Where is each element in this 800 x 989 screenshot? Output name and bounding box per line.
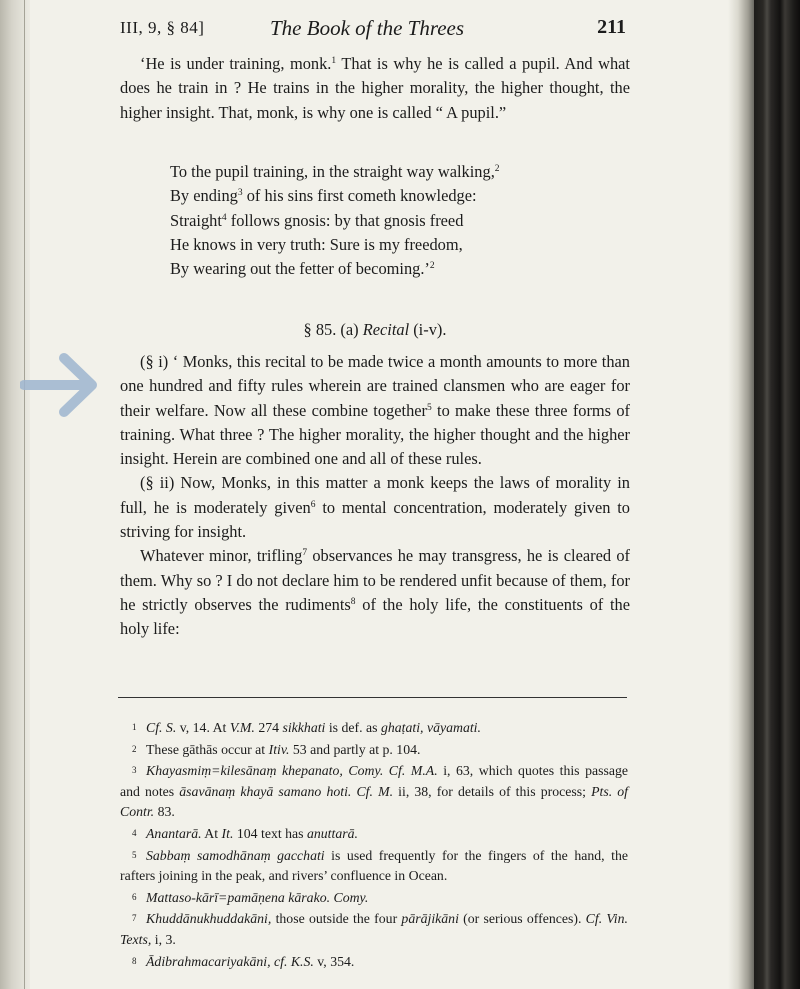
text: (§ ii) Now, Monks, in this matter a monk keeps the laws of morality in full, he is moderately given (120, 473, 630, 517)
text: 104 text has (233, 825, 307, 841)
text: ghaṭati, vāyamati. (380, 720, 481, 735)
text: V.M. (229, 720, 255, 735)
footnote-ref: 2 (429, 261, 435, 272)
text: observances he may transgress, he is cleared of them. Why so ? I do not declare him to be rendered unfit because of them, for he strictly observes the rudiments (120, 546, 630, 614)
text: to make these three forms of training. What three ? The higher morality, the higher thought and the higher insight. Herein are combined one and all of these rules. (120, 400, 630, 469)
text: to mental concentration, moderately given to striving for insight. (120, 497, 631, 542)
text: Khuddānukhuddakāni, (146, 911, 272, 927)
footnote-number: 2 (132, 743, 137, 754)
paragraph-recital (120, 350, 630, 471)
footnote-number: 6 (132, 891, 137, 902)
footnote-8 (120, 951, 628, 973)
text: of the holy life, the constituents of the holy life: (120, 594, 630, 639)
text: Itiv. (268, 741, 290, 757)
text: ii, 38, for details of this process; (393, 783, 592, 799)
text: By ending (170, 186, 238, 206)
text: āsavānaṃ khayā samano hoti. Cf. M. (179, 783, 394, 799)
text: Pts. of Contr. (120, 783, 628, 820)
text: ‘He is under training, monk. (140, 54, 332, 73)
footnote-ref: 2 (494, 164, 500, 174)
text: Cf. S. (146, 720, 177, 735)
footnote-1 (120, 717, 628, 739)
arrow-right-icon (20, 350, 102, 420)
text: v, 354. (313, 953, 355, 969)
paragraph-pupil (120, 52, 630, 125)
text: (or serious offences). (458, 911, 586, 927)
footnote-6 (120, 887, 628, 909)
footnote-number: 8 (132, 955, 137, 966)
text: Sabbaṃ samodhānaṃ gacchati (146, 847, 325, 863)
book-edge (754, 0, 800, 989)
text: sikkhati (282, 720, 326, 735)
text: It. (221, 825, 234, 841)
text: 53 and partly at p. 104. (289, 741, 421, 757)
text: Straight (170, 210, 222, 230)
section-range: (i-v). (409, 320, 447, 339)
footnote-ref: 8 (350, 596, 356, 607)
paragraph-minor (120, 544, 630, 641)
verse-line: He knows in very truth: Sure is my freedom, (170, 234, 463, 254)
text: i, 63, which quotes this passage and notes (120, 763, 628, 799)
footnote-3 (120, 760, 628, 823)
section-name: Recital (362, 320, 410, 339)
text: 83. (154, 804, 175, 820)
text: These gāthās occur at (146, 741, 269, 757)
section-reference: III, 9, § 84] (120, 18, 205, 37)
verse-line (170, 257, 500, 281)
footnote-ref: 7 (302, 548, 308, 559)
text: Ādibrahmacariyakāni, cf. K.S. (146, 953, 314, 969)
footnote-number: 7 (132, 913, 137, 924)
text: anuttarā. (306, 825, 358, 841)
running-header (120, 16, 626, 42)
text: of his sins first cometh knowledge: (242, 186, 477, 206)
footnotes (120, 717, 628, 972)
text: Cf. Vin. Texts, (120, 911, 628, 947)
footnote-number: 5 (132, 849, 137, 860)
footnote-2 (120, 739, 628, 761)
text: 274 (254, 720, 283, 735)
paragraph-moral (120, 471, 630, 544)
text: Khayasmiṃ=kilesānaṃ khepanato, Comy. Cf. M.A. (146, 763, 438, 779)
footnote-number: 4 (132, 827, 137, 838)
page-gutter (0, 0, 30, 989)
section-number: § 85. (a) (303, 320, 363, 339)
verse-line (170, 184, 500, 208)
footnote-ref: 6 (310, 499, 316, 510)
footnote-7 (120, 908, 628, 950)
gutter-line (24, 0, 25, 989)
footnote-rule (118, 697, 627, 698)
book-title: The Book of the Threes (270, 16, 465, 40)
footnote-ref: 4 (221, 212, 227, 223)
text: Anantarā. (146, 825, 202, 841)
text: Mattaso-kārī=pamāṇena kārako. Comy. (146, 889, 369, 905)
text: Whatever minor, trifling (140, 546, 303, 566)
footnote-4 (120, 823, 628, 845)
footnote-number: 1 (132, 722, 137, 732)
text: At (201, 825, 222, 841)
main-text (120, 350, 630, 642)
verse-block (170, 160, 500, 281)
text: i, 3. (151, 931, 176, 947)
text: those outside the four (271, 911, 402, 927)
text: v, 14. At (176, 720, 230, 735)
page-number: 211 (597, 16, 626, 38)
text: (§ i) ‘ Monks, this recital to be made twice a month amounts to more than one hundred and fifty rules wherein are trained clansmen who are eager for their welfare. Now all these combine together (120, 352, 630, 420)
footnote-number: 3 (132, 765, 137, 776)
footnote-ref: 3 (237, 188, 243, 199)
section-heading (120, 318, 630, 342)
text: By wearing out the fetter of becoming.’ (170, 259, 430, 279)
text: is def. as (325, 720, 381, 735)
text: That is why he is called a pupil. And what does he train in ? He trains in the higher morality, the higher thought, the higher insight. That, monk, is why one is called “ A pupil.” (120, 54, 630, 122)
text: follows gnosis: by that gnosis freed (226, 210, 464, 230)
text: pārājikāni (401, 911, 459, 927)
footnote-5 (120, 845, 628, 887)
footnote-ref: 5 (427, 402, 432, 413)
text: To the pupil training, in the straight way walking, (170, 162, 495, 181)
footnote-ref: 1 (331, 56, 337, 66)
verse-line (170, 209, 500, 233)
text: is used frequently for the fingers of the hand, the rafters joining in the peak, and rivers’ confluence in Ocean. (120, 847, 628, 884)
page-edge-shadow (728, 0, 754, 989)
verse-line (170, 160, 500, 184)
